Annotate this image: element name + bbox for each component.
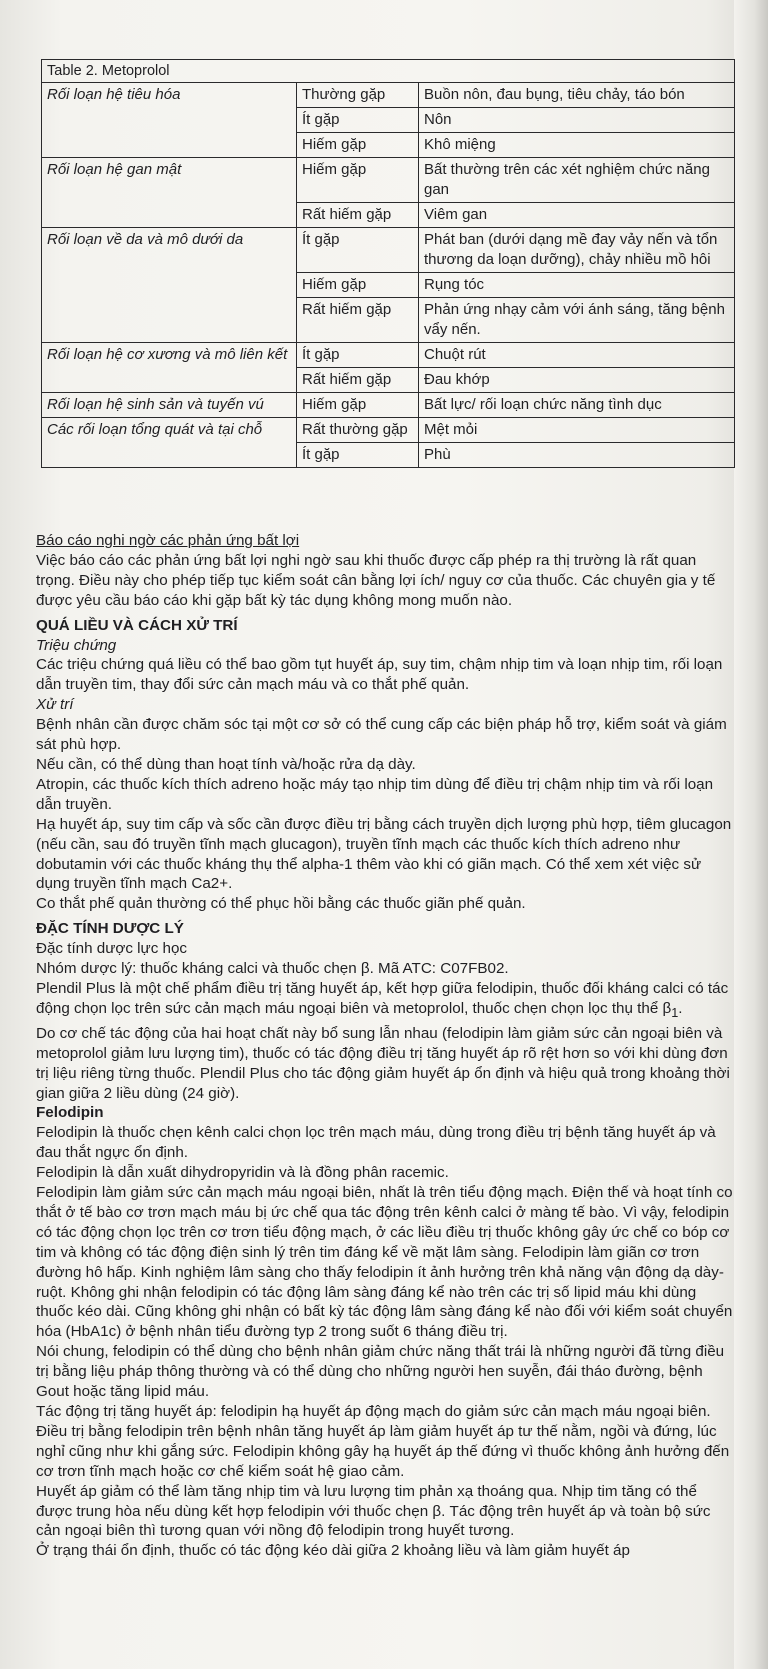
- table-cell-reaction: Bất thường trên các xét nghiệm chức năng gan: [419, 158, 735, 203]
- overdose-heading: QUÁ LIỀU VÀ CÁCH XỬ TRÍ: [36, 616, 238, 634]
- table-cell-frequency: Hiếm gặp: [297, 273, 419, 298]
- table-caption-row: [42, 60, 735, 83]
- document-body: [36, 531, 736, 1561]
- table-cell-reaction: Phù: [419, 443, 735, 468]
- table-cell-frequency: Hiếm gặp: [297, 133, 419, 158]
- pharmacology-paragraph-beta: Plendil Plus là một chế phẩm điều trị tăng huyết áp, kết hợp giữa felodipin, thuốc đối kháng calci có tác động chọn lọc trên sức cản mạch máu ngoại biên và metoprolol, thuốc chẹn chọn lọc thụ thể $\beta_1$.: [36, 979, 729, 1020]
- felodipin-paragraph: Huyết áp giảm có thể làm tăng nhịp tim và lưu lượng tim phản xạ thoáng qua. Nhịp tim tăng có thể được trung hòa nếu dùng kết hợp felodipin với thuốc chẹn β. Tác động trên huyết áp và toàn bộ sức cản ngoại biên thì tương quan với nồng độ felodipin trong huyết tương.: [36, 1482, 711, 1540]
- table-cell-reaction: Rụng tóc: [419, 273, 735, 298]
- table-cell-reaction: Đau khớp: [419, 368, 735, 393]
- treatment-heading: Xử trí: [36, 696, 74, 714]
- treatment-paragraph: Nếu cần, có thể dùng than hoạt tính và/hoặc rửa dạ dày.: [36, 755, 416, 773]
- report-heading: Báo cáo nghi ngờ các phản ứng bất lợi: [36, 532, 300, 549]
- table-cell-reaction: Phản ứng nhạy cảm với ánh sáng, tăng bệnh vẩy nến.: [419, 298, 735, 343]
- felodipin-paragraph: Ở trạng thái ổn định, thuốc có tác động kéo dài giữa 2 khoảng liều và làm giảm huyết áp: [36, 1542, 630, 1560]
- symptoms-paragraph: Các triệu chứng quá liều có thể bao gồm tụt huyết áp, suy tim, chậm nhịp tim và loạn nhịp tim, rối loạn dẫn truyền tim, thay đổi sức cản mạch máu và co thắt phế quản.: [36, 656, 723, 694]
- table-cell-reaction: Bất lực/ rối loạn chức năng tình dục: [419, 393, 735, 418]
- table-cell-frequency: Hiếm gặp: [297, 158, 419, 203]
- adverse-reactions-table: [41, 59, 735, 468]
- table-cell-reaction: Chuột rút: [419, 343, 735, 368]
- table-cell-frequency: Rất thường gặp: [297, 418, 419, 443]
- report-paragraph: Việc báo cáo các phản ứng bất lợi nghi ngờ sau khi thuốc được cấp phép ra thị trường là rất quan trọng. Điều này cho phép tiếp tục kiểm soát cân bằng lợi ích/ nguy cơ của thuốc. Các chuyên gia y tế được yêu cầu báo cáo khi gặp bất kỳ tác dụng không mong muốn nào.: [36, 551, 716, 609]
- table-cell-frequency: Rất hiếm gặp: [297, 203, 419, 228]
- table-cell-soc: Rối loạn hệ gan mật: [42, 158, 297, 228]
- symptoms-heading: Triệu chứng: [36, 636, 117, 654]
- felodipin-paragraph: Felodipin là dẫn xuất dihydropyridin và là đồng phân racemic.: [36, 1164, 449, 1182]
- table-cell-reaction: Phát ban (dưới dạng mề đay vảy nến và tổn thương da loạn dưỡng), chảy nhiều mồ hôi: [419, 228, 735, 273]
- beta-subscript: 1: [671, 1005, 679, 1020]
- table-cell-soc: Rối loạn hệ sinh sản và tuyến vú: [42, 393, 297, 418]
- treatment-paragraph: Hạ huyết áp, suy tim cấp và sốc cần được điều trị bằng cách truyền dịch lượng phù hợp, tiêm glucagon (nếu cần, sau đó truyền tĩnh mạch glucagon), truyền tĩnh mạch các thuốc kích thích adreno như dobutamin với các thuốc kháng thụ thể alpha-1 thêm vào khi có giãn mạch. Có thể xem xét việc sử dụng truyền tĩnh mạch Ca2+.: [36, 815, 732, 893]
- table-cell-frequency: Ít gặp: [297, 343, 419, 368]
- treatment-paragraph: Bệnh nhân cần được chăm sóc tại một cơ sở có thể cung cấp các biện pháp hỗ trợ, kiểm soát và giám sát phù hợp.: [36, 716, 727, 754]
- table-cell-frequency: Ít gặp: [297, 108, 419, 133]
- table-cell-soc: Rối loạn hệ cơ xương và mô liên kết: [42, 343, 297, 393]
- table-cell-frequency: Ít gặp: [297, 228, 419, 273]
- page-edge: [734, 0, 768, 1669]
- felodipin-heading: Felodipin: [36, 1104, 104, 1122]
- table-cell-soc: Các rối loạn tổng quát và tại chỗ: [42, 418, 297, 468]
- treatment-paragraph: Co thắt phế quản thường có thể phục hồi bằng các thuốc giãn phế quản.: [36, 895, 526, 913]
- table-cell-reaction: Viêm gan: [419, 203, 735, 228]
- table-cell-reaction: Mệt mỏi: [419, 418, 735, 443]
- table-row: [42, 83, 735, 108]
- table-cell-reaction: Khô miệng: [419, 133, 735, 158]
- pharmacology-heading: ĐẶC TÍNH DƯỢC LÝ: [36, 920, 184, 938]
- table-cell-soc: Rối loạn về da và mô dưới da: [42, 228, 297, 343]
- table-cell-frequency: Thường gặp: [297, 83, 419, 108]
- table-cell-frequency: Rất hiếm gặp: [297, 368, 419, 393]
- table-cell-frequency: Hiếm gặp: [297, 393, 419, 418]
- table-caption: Table 2. Metoprolol: [42, 60, 735, 83]
- table-row: [42, 228, 735, 273]
- table-row: [42, 418, 735, 443]
- pharmacology-paragraph: Do cơ chế tác động của hai hoạt chất này bổ sung lẫn nhau (felodipin làm giảm sức cản ngoại biên và metoprolol giảm lưu lượng tim), thuốc có tác động điều trị tăng huyết áp rõ rệt hơn so với khi dùng đơn trị liệu riêng từng thuốc. Plendil Plus cho tác động giảm huyết áp ổn định và hiệu quả trong khoảng thời gian giữa 2 liều dùng (24 giờ).: [36, 1024, 730, 1102]
- pharmacology-paragraph: Nhóm dược lý: thuốc kháng calci và thuốc chẹn β. Mã ATC: C07FB02.: [36, 960, 509, 978]
- felodipin-paragraph: Felodipin là thuốc chẹn kênh calci chọn lọc trên mạch máu, dùng trong điều trị bệnh tăng huyết áp và đau thắt ngực ổn định.: [36, 1124, 716, 1162]
- felodipin-paragraph: Felodipin làm giảm sức cản mạch máu ngoại biên, nhất là trên tiểu động mạch. Điện thế và hoạt tính co thắt ở tế bào cơ trơn mạch máu bị ức chế qua tác động trên kênh calci ở màng tế bào. Vì vậy, felodipin có tác động chọn lọc trên cơ trơn tiểu động mạch, ở các liều điều trị thuốc không gây ức chế co bóp cơ tim và không có tác động điện sinh lý trên tim đáng kể về mặt lâm sàng. Felodipin làm giãn cơ trơn đường hô hấp. Kinh nghiệm lâm sàng cho thấy felodipin ít ảnh hưởng trên khả năng vận động dạ dày-ruột. Không ghi nhận felodipin có tác động lâm sàng đáng kể nào trên các trị số lipid máu khi dùng thuốc kéo dài. Cũng không ghi nhận có bất kỳ tác động lâm sàng đáng kể nào đối với kiểm soát chuyển hóa (HbA1c) ở bệnh nhân tiểu đường typ 2 trong suốt 6 tháng điều trị.: [36, 1184, 733, 1341]
- table-row: [42, 393, 735, 418]
- felodipin-paragraph: Tác động trị tăng huyết áp: felodipin hạ huyết áp động mạch do giảm sức cản mạch máu ngoại biên. Điều trị bằng felodipin trên bệnh nhân tăng huyết áp làm giảm huyết áp tư thế nằm, ngồi và đứng, lúc nghỉ cũng như khi gắng sức. Felodipin không gây hạ huyết áp thế đứng vì thuốc không ảnh hưởng đến cơ trơn tĩnh mạch hoặc cơ chế kiểm soát hệ giao cảm.: [36, 1403, 730, 1480]
- table-cell-reaction: Nôn: [419, 108, 735, 133]
- table-row: [42, 343, 735, 368]
- pharmacology-paragraph-text: Plendil Plus là một chế phẩm điều trị tăng huyết áp, kết hợp giữa felodipin, thuốc đối kháng calci có tác động chọn lọc trên sức cản mạch máu ngoại biên và metoprolol, thuốc chẹn chọn lọc thụ thể β: [36, 979, 729, 1017]
- table-row: [42, 158, 735, 203]
- felodipin-paragraph: Nói chung, felodipin có thể dùng cho bệnh nhân giảm chức năng thất trái là những người đã từng điều trị bằng liệu pháp thông thường và có thể dùng cho những người hen suyễn, đái tháo đường, bệnh Gout hoặc tăng lipid máu.: [36, 1343, 725, 1401]
- table-cell-frequency: Ít gặp: [297, 443, 419, 468]
- table-cell-soc: Rối loạn hệ tiêu hóa: [42, 83, 297, 158]
- table-cell-frequency: Rất hiếm gặp: [297, 298, 419, 343]
- treatment-paragraph: Atropin, các thuốc kích thích adreno hoặc máy tạo nhịp tim dùng để điều trị chậm nhịp tim và rối loạn dẫn truyền.: [36, 775, 714, 813]
- table-cell-reaction: Buồn nôn, đau bụng, tiêu chảy, táo bón: [419, 83, 735, 108]
- pharmacodynamics-subheading: Đặc tính dược lực học: [36, 940, 188, 958]
